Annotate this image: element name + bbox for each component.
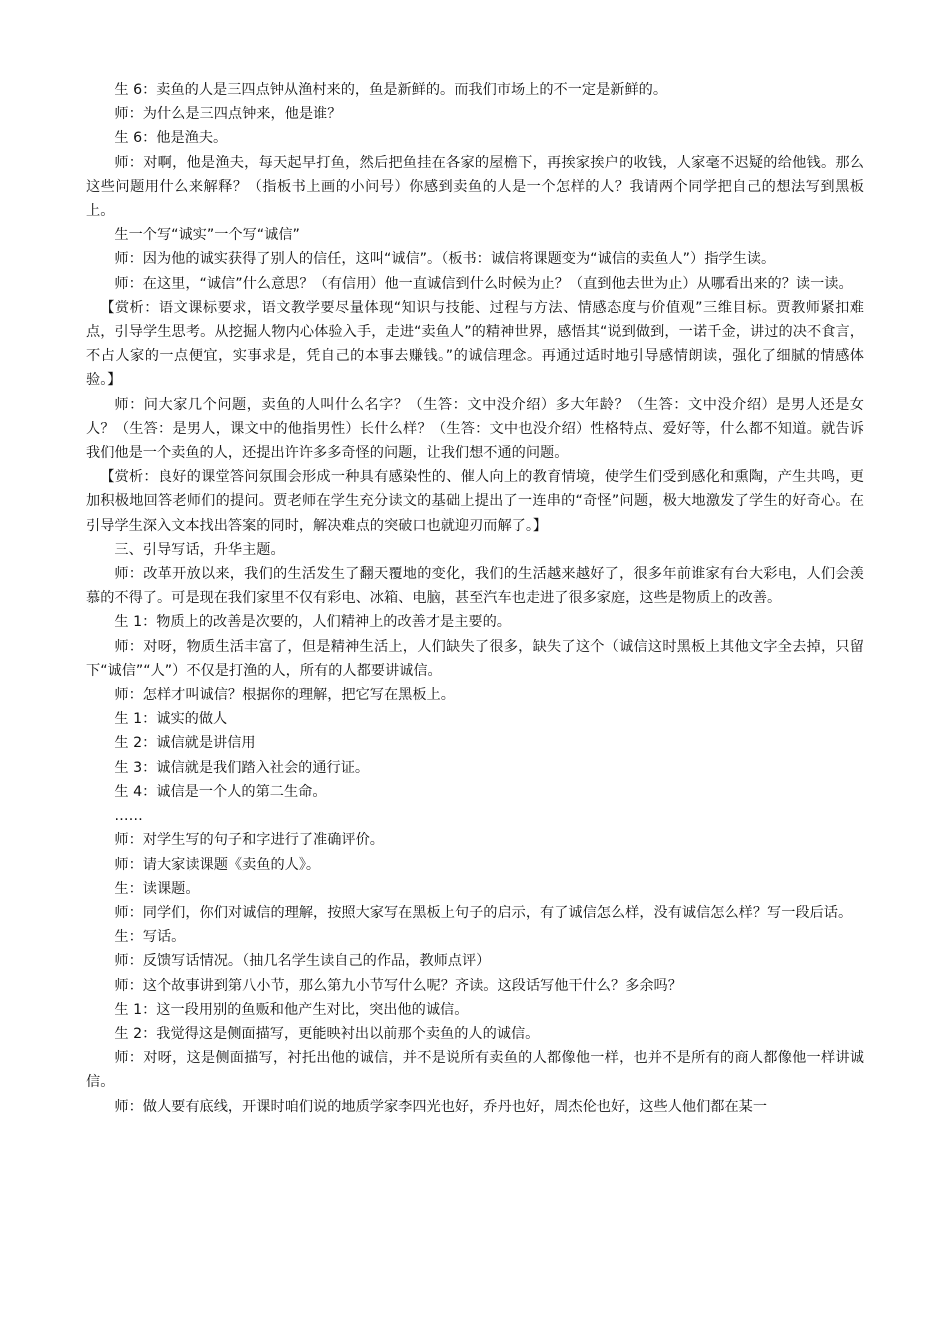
- paragraph-student6-fish-fresh: 生 6：卖鱼的人是三四点钟从渔村来的，鱼是新鲜的。而我们市场上的不一定是新鲜的。: [114, 82, 668, 98]
- paragraph-student4-answer: 生 4：诚信是一个人的第二生命。: [114, 783, 327, 800]
- paragraph-students-write-honest: 生一个写“诚实”一个写“诚信”: [114, 227, 300, 244]
- paragraph-appreciation-2: 【赏析：良好的课堂答问氛围会形成一种具有感染性的、催人向上的教育情境，使学生们受到感化和熏陶，产生共鸣，更加积极地回答老师们的提问。贾老师在学生充分读文的基础上提出了一连串的“奇怪”问题，极大地激发了学生的好奇心。在引导学生深入文本找出答案的同时，解决难点的突破口也就迎刃而解了。】: [86, 469, 864, 534]
- section-heading-3: 三、引导写话，升华主题。: [114, 541, 285, 558]
- paragraph-teacher-read-title: 师：请大家读课题《卖鱼的人》。: [114, 856, 321, 873]
- paragraph-student6-fisherman: 生 6：他是渔夫。: [114, 130, 228, 147]
- paragraph-teacher-write-prompt: 师：同学们，你们对诚信的理解，按照大家写在黑板上句子的启示，有了诚信怎么样，没有诚信怎么样？写一段后话。: [114, 904, 853, 921]
- paragraph-teacher-how-integrity: 师：怎样才叫诚信？根据你的理解，把它写在黑板上。: [114, 687, 455, 704]
- paragraph-appreciation-1: 【赏析：语文课标要求，语文教学要尽量体现“知识与技能、过程与方法、情感态度与价值观”三维目标。贾教师紧扣难点，引导学生思考。从挖掘人物内心体验入手，走进“卖鱼人”的精神世界，感悟其“说到做到，一诺千金，讲过的决不食言，不占人家的一点便宜，实事求是，凭自己的本事去赚钱。”的诚信理念。再通过适时地引导感情朗读，强化了细腻的情感体验。】: [86, 299, 864, 389]
- paragraph-teacher-questions-about-seller: 师：问大家几个问题，卖鱼的人叫什么名字？（生答：文中没介绍）多大年龄？（生答：文中没介绍）是男人还是女人？（生答：是男人，课文中的他指男性）长什么样？（生答：文中也没介绍）性格特点、爱好等，什么都不知道。就告诉我们他是一个卖鱼的人，还提出许许多多奇怪的问题，让我们想不通的问题。: [86, 396, 864, 462]
- paragraph-student2-side-description: 生 2：我觉得这是侧面描写，更能映衬出以前那个卖鱼的人的诚信。: [114, 1025, 540, 1042]
- paragraph-teacher-integrity-meaning: 师：在这里，“诚信”什么意思？（有信用）他一直诚信到什么时候为止？（直到他去世为止）从哪看出来的？读一读。: [114, 275, 853, 292]
- paragraph-teacher-side-description: 师：对呀，这是侧面描写，衬托出他的诚信，并不是说所有卖鱼的人都像他一样，也并不是所有的商人都像他一样讲诚信。: [86, 1050, 864, 1091]
- paragraph-teacher-ninth-section: 师：这个故事讲到第八小节，那么第九小节写什么呢？齐读。这段话写他干什么？多余吗？: [114, 977, 682, 994]
- paragraph-students-write: 生：写话。: [114, 929, 186, 946]
- paragraph-teacher-bottom-line: 师：做人要有底线，开课时咱们说的地质学家李四光也好，乔丹也好，周杰伦也好，这些人他们都在某一: [114, 1098, 768, 1115]
- paragraph-ellipsis: ……: [114, 808, 143, 825]
- paragraph-teacher-feedback: 师：反馈写话情况。（抽几名学生读自己的作品，教师点评）: [114, 953, 491, 970]
- paragraph-teacher-integrity-blackboard: 师：因为他的诚实获得了别人的信任，这叫“诚信”。（板书：诚信将课题变为“诚信的卖鱼人”）指学生读。: [114, 251, 776, 268]
- paragraph-teacher-explain-questions: 师：对啊，他是渔夫，每天起早打鱼，然后把鱼挂在各家的屋檐下，再挨家挨户的收钱，人家毫不迟疑的给他钱。那么这些问题用什么来解释？（指板书上画的小问号）你感到卖鱼的人是一个怎样的人？我请两个同学把自己的想法写到黑板上。: [86, 154, 864, 220]
- paragraph-student1-answer: 生 1：诚实的做人: [114, 711, 228, 728]
- paragraph-student3-answer: 生 3：诚信就是我们踏入社会的通行证。: [114, 759, 370, 776]
- paragraph-student2-answer: 生 2：诚信就是讲信用: [114, 735, 256, 752]
- document-body: [86, 78, 864, 1119]
- paragraph-teacher-who-is-he: 师：为什么是三四点钟来，他是谁？: [114, 106, 342, 123]
- paragraph-teacher-evaluate: 师：对学生写的句子和字进行了准确评价。: [114, 832, 384, 849]
- paragraph-teacher-reform-opening: 师：改革开放以来，我们的生活发生了翻天覆地的变化，我们的生活越来越好了，很多年前谁家有台大彩电，人们会羡慕的不得了。可是现在我们家里不仅有彩电、冰箱、电脑，甚至汽车也走进了很多家庭，这些是物质上的改善。: [86, 566, 864, 607]
- paragraph-student1-contrast: 生 1：这一段用别的鱼贩和他产生对比，突出他的诚信。: [114, 1001, 469, 1018]
- paragraph-students-read-title: 生：读课题。: [114, 880, 200, 897]
- paragraph-teacher-spiritual-lacking: 师：对呀，物质生活丰富了，但是精神生活上，人们缺失了很多，缺失了这个（诚信这时黑板上其他文字全去掉，只留下“诚信”“人”）不仅是打渔的人，所有的人都要讲诚信。: [86, 638, 864, 679]
- paragraph-student1-spiritual: 生 1：物质上的改善是次要的，人们精神上的改善才是主要的。: [114, 614, 511, 631]
